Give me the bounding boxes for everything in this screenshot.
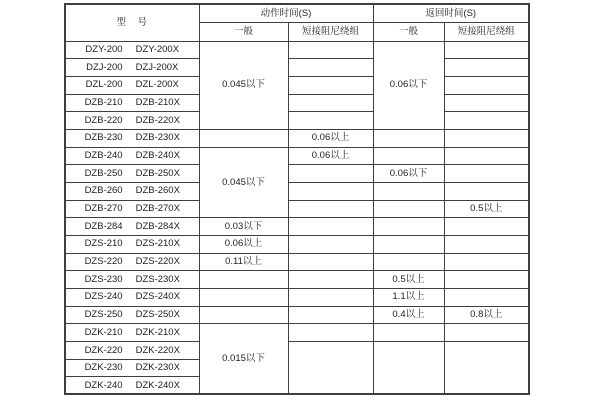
- header-model: 型 号: [65, 4, 199, 41]
- model-labels: [66, 381, 199, 391]
- header-action-damping: 短接阻尼绕组: [288, 23, 373, 42]
- cell-action-general: 0.03以下: [199, 218, 288, 236]
- model-label: DZB-250X: [135, 167, 180, 179]
- header-action-general: 一般: [199, 23, 288, 42]
- cell-action-damping: [288, 112, 373, 130]
- model-label: DZS-230: [84, 273, 123, 285]
- model-label: DZB-210: [84, 97, 123, 109]
- cell-return-damping: [444, 341, 529, 394]
- model-label: DZB-284X: [135, 220, 180, 232]
- cell-action-damping: [288, 253, 373, 271]
- model-cell: [65, 147, 199, 165]
- model-cell: [65, 112, 199, 130]
- model-label: DZL-200X: [135, 79, 179, 91]
- model-label: DZB-250: [84, 167, 123, 179]
- cell-action-damping: [288, 324, 373, 342]
- cell-action-damping: 0.06以上: [288, 147, 373, 165]
- model-label: DZS-210: [84, 238, 123, 250]
- cell-return-damping: [444, 218, 529, 236]
- cell-return-damping: 0.8以上: [444, 306, 529, 324]
- cell-action-damping: [288, 306, 373, 324]
- model-labels: [66, 80, 199, 90]
- table-row: [65, 253, 529, 271]
- cell-return-damping: [444, 41, 529, 59]
- model-label: DZK-220: [84, 344, 123, 356]
- table-row: [65, 147, 529, 165]
- model-cell: [65, 377, 199, 395]
- table-row: [65, 41, 529, 59]
- model-cell: [65, 165, 199, 183]
- cell-action-general: 0.06以上: [199, 235, 288, 253]
- cell-return-damping: [444, 165, 529, 183]
- model-label: DZY-200: [85, 44, 123, 56]
- cell-return-general: 0.06以下: [373, 165, 444, 183]
- table-row: [65, 94, 529, 112]
- model-label: DZS-220: [84, 256, 123, 268]
- cell-return-damping: [444, 324, 529, 342]
- model-cell: [65, 200, 199, 218]
- model-label: DZK-210: [84, 326, 123, 338]
- table-row: [65, 324, 529, 342]
- cell-action-damping: [288, 94, 373, 112]
- model-cell: [65, 218, 199, 236]
- model-cell: [65, 253, 199, 271]
- model-cell: [65, 94, 199, 112]
- table-row: [65, 129, 529, 147]
- model-label: DZS-240X: [135, 291, 180, 303]
- model-label: DZB-240X: [135, 150, 180, 162]
- header-row-groups: [65, 4, 529, 23]
- model-cell: [65, 76, 199, 94]
- cell-return-general: [373, 218, 444, 236]
- model-label: DZK-230X: [135, 362, 180, 374]
- model-labels: [66, 239, 199, 249]
- cell-return-general: 1.1以上: [373, 288, 444, 306]
- cell-return-damping: [444, 112, 529, 130]
- model-label: DZS-210X: [135, 238, 180, 250]
- model-label: DZK-240: [84, 379, 123, 391]
- model-labels: [66, 169, 199, 179]
- cell-return-damping: [444, 147, 529, 165]
- model-labels: [66, 116, 199, 126]
- model-label: DZB-240: [84, 150, 123, 162]
- cell-action-general: [199, 271, 288, 289]
- header-return-time: 返回时间(S): [373, 4, 529, 23]
- model-label: DZL-200: [85, 79, 123, 91]
- model-label: DZB-270: [84, 203, 123, 215]
- cell-action-general: 0.045以下: [199, 147, 288, 218]
- cell-action-general: 0.11以上: [199, 253, 288, 271]
- model-cell: [65, 359, 199, 377]
- model-label: DZB-220: [84, 114, 123, 126]
- table-row: [65, 59, 529, 77]
- model-label: DZK-230: [84, 362, 123, 374]
- cell-return-damping: [444, 235, 529, 253]
- model-label: DZB-210X: [135, 97, 180, 109]
- cell-action-damping: [288, 235, 373, 253]
- table-row: [65, 341, 529, 359]
- model-labels: [66, 292, 199, 302]
- model-cell: [65, 324, 199, 342]
- model-cell: [65, 182, 199, 200]
- cell-action-general: [199, 306, 288, 324]
- model-label: DZB-270X: [135, 203, 180, 215]
- model-cell: [65, 288, 199, 306]
- cell-return-general: [373, 200, 444, 218]
- cell-action-damping: [288, 76, 373, 94]
- cell-action-damping: [288, 218, 373, 236]
- model-labels: [66, 151, 199, 161]
- model-labels: [66, 186, 199, 196]
- header-return-general: 一般: [373, 23, 444, 42]
- model-labels: [66, 328, 199, 338]
- model-label: DZB-230: [84, 132, 123, 144]
- cell-return-general: [373, 235, 444, 253]
- model-cell: [65, 306, 199, 324]
- cell-action-damping: [288, 59, 373, 77]
- table-header: [65, 4, 529, 41]
- model-label: DZS-220X: [135, 256, 180, 268]
- cell-action-damping: [288, 200, 373, 218]
- model-label: DZB-260: [84, 185, 123, 197]
- model-cell: [65, 235, 199, 253]
- cell-action-damping: [288, 341, 373, 394]
- table-row: [65, 271, 529, 289]
- cell-return-general: 0.5以上: [373, 271, 444, 289]
- cell-action-damping: [288, 182, 373, 200]
- table-row: [65, 112, 529, 130]
- model-label: DZK-240X: [135, 379, 180, 391]
- model-cell: [65, 41, 199, 59]
- table-row: [65, 182, 529, 200]
- model-label: DZB-260X: [135, 185, 180, 197]
- cell-return-damping: [444, 59, 529, 77]
- model-label: DZJ-200: [86, 61, 123, 73]
- cell-return-general: [373, 324, 444, 342]
- cell-return-general: 0.06以下: [373, 41, 444, 129]
- cell-action-damping: [288, 41, 373, 59]
- cell-return-damping: [444, 182, 529, 200]
- cell-action-damping: [288, 165, 373, 183]
- model-label: DZS-230X: [135, 273, 180, 285]
- cell-action-general: 0.015以下: [199, 324, 288, 395]
- model-labels: [66, 363, 199, 373]
- model-labels: [66, 98, 199, 108]
- table-row: [65, 218, 529, 236]
- header-action-time: 动作时间(S): [199, 4, 373, 23]
- model-labels: [66, 133, 199, 143]
- model-label: DZK-210X: [135, 326, 180, 338]
- cell-action-damping: 0.06以上: [288, 129, 373, 147]
- model-label: DZY-200X: [135, 44, 180, 56]
- relay-timing-table: [64, 3, 530, 395]
- cell-return-general: 0.4以上: [373, 306, 444, 324]
- table-row: [65, 288, 529, 306]
- model-labels: [66, 275, 199, 285]
- cell-return-damping: [444, 271, 529, 289]
- cell-return-general: [373, 253, 444, 271]
- cell-action-general: [199, 288, 288, 306]
- model-cell: [65, 341, 199, 359]
- model-labels: [66, 204, 199, 214]
- cell-return-general: [373, 129, 444, 147]
- model-labels: [66, 346, 199, 356]
- model-label: DZB-230X: [135, 132, 180, 144]
- cell-return-damping: [444, 76, 529, 94]
- cell-return-general: [373, 147, 444, 165]
- cell-return-damping: [444, 94, 529, 112]
- model-labels: [66, 257, 199, 267]
- table-row: [65, 165, 529, 183]
- model-label: DZB-220X: [135, 114, 180, 126]
- cell-return-damping: [444, 288, 529, 306]
- table-row: [65, 76, 529, 94]
- table-row: [65, 235, 529, 253]
- header-return-damping: 短接阻尼绕组: [444, 23, 529, 42]
- model-cell: [65, 129, 199, 147]
- model-labels: [66, 310, 199, 320]
- model-label: DZK-220X: [135, 344, 180, 356]
- model-labels: [66, 45, 199, 55]
- model-labels: [66, 222, 199, 232]
- model-label: DZS-250X: [135, 309, 180, 321]
- model-label: DZS-240: [84, 291, 123, 303]
- cell-return-general: [373, 341, 444, 394]
- cell-action-general: [199, 129, 288, 147]
- model-label: DZB-284: [84, 220, 123, 232]
- table-body: [65, 41, 529, 394]
- cell-return-damping: 0.5以上: [444, 200, 529, 218]
- table-row: [65, 306, 529, 324]
- model-label: DZS-250: [84, 309, 123, 321]
- model-cell: [65, 271, 199, 289]
- cell-action-damping: [288, 288, 373, 306]
- model-label: DZJ-200X: [135, 61, 179, 73]
- cell-return-damping: [444, 129, 529, 147]
- table-row: [65, 200, 529, 218]
- cell-action-damping: [288, 271, 373, 289]
- cell-return-damping: [444, 253, 529, 271]
- model-labels: [66, 63, 199, 73]
- cell-action-general: 0.045以下: [199, 41, 288, 129]
- cell-return-general: [373, 182, 444, 200]
- model-cell: [65, 59, 199, 77]
